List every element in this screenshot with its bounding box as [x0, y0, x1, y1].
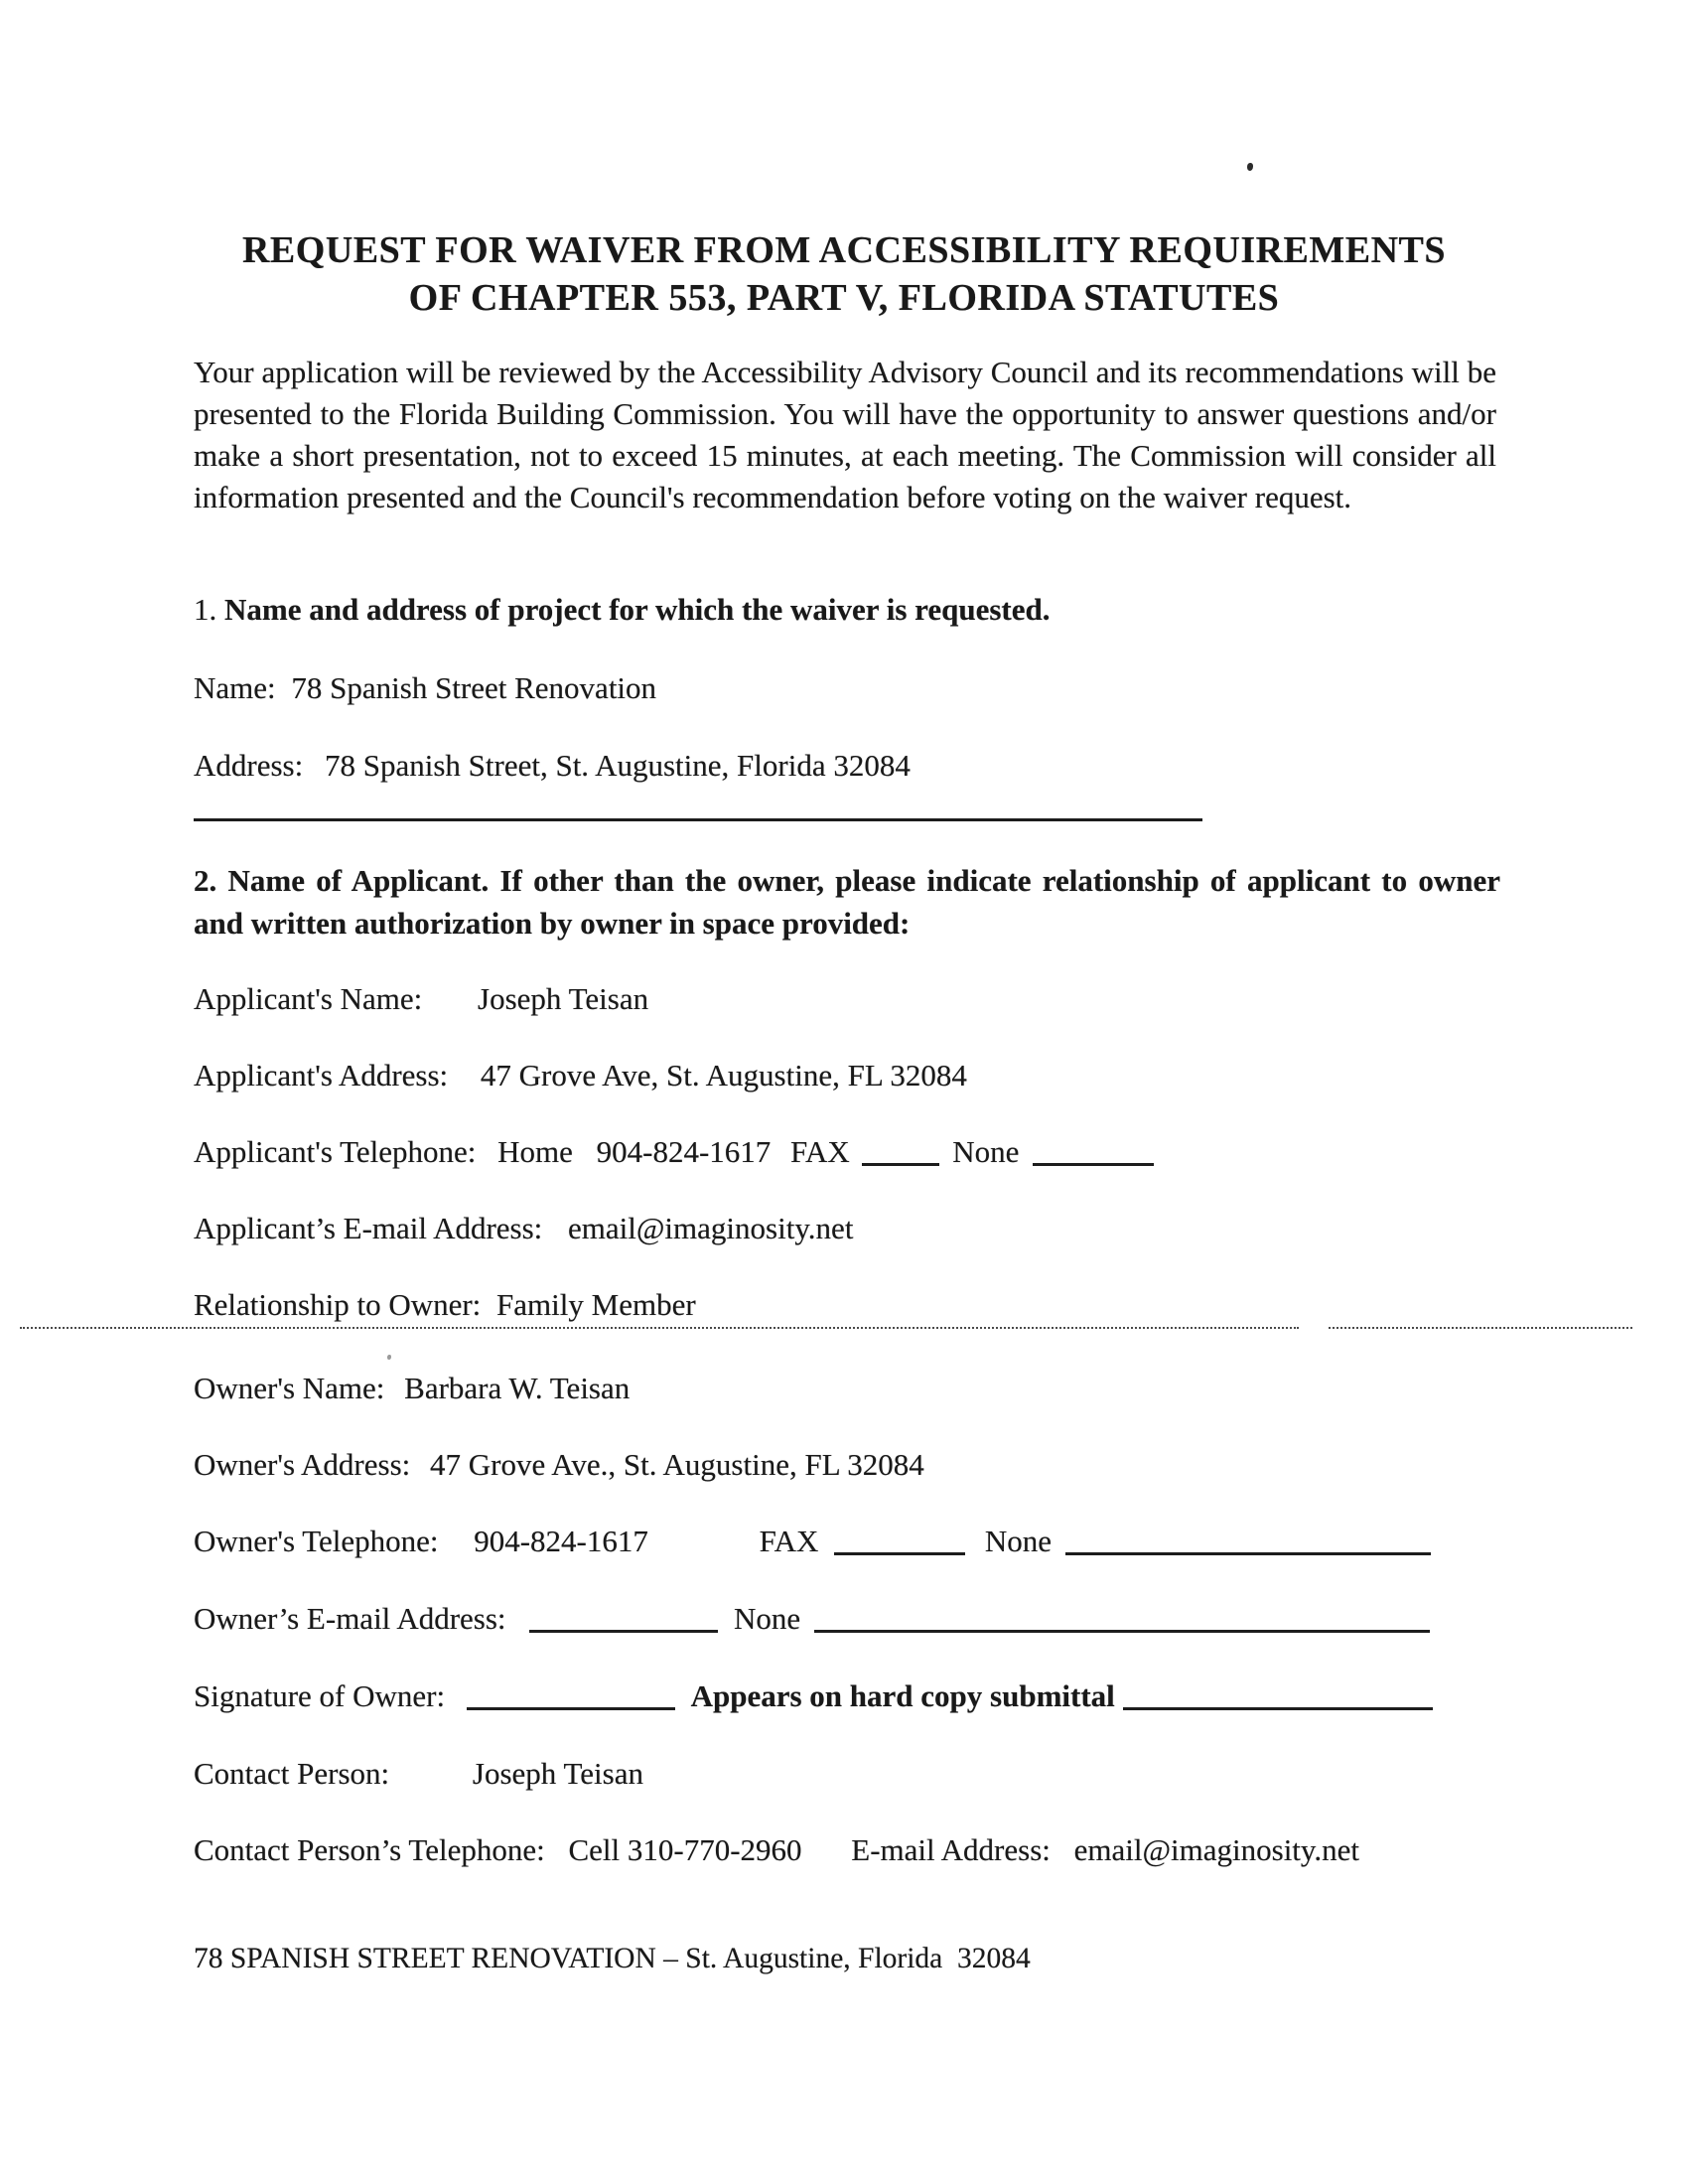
applicant-name-row — [194, 981, 648, 1017]
contact-person-value: Joseph Teisan — [472, 1756, 643, 1791]
project-name-label: Name: — [194, 670, 276, 705]
owner-name-label: Owner's Name: — [194, 1371, 385, 1405]
owner-telephone-row — [194, 1524, 1431, 1559]
project-address-row — [194, 748, 911, 784]
intro-paragraph: Your application will be reviewed by the Accessibility Advisory Council and its recommendations will be presented to the Florida Building Commission. You will have the opportunity to answer questions and/or make a short presentation, not to exceed 15 minutes, at each meeting. The Commission will consider all information presented and the Council's recommendation before voting on the waiver request. — [194, 355, 1496, 514]
contact-telephone-value: Cell 310-770-2960 — [568, 1832, 802, 1867]
project-name-row — [194, 670, 656, 706]
blank-line — [529, 1606, 718, 1633]
applicant-fax-value: None — [952, 1134, 1020, 1169]
blank-line — [814, 1606, 1430, 1633]
applicant-name-label: Applicant's Name: — [194, 981, 423, 1016]
owner-address-value: 47 Grove Ave., St. Augustine, FL 32084 — [430, 1447, 924, 1482]
applicant-telephone-label: Applicant's Telephone: — [194, 1134, 477, 1169]
blank-line — [834, 1529, 965, 1555]
blank-line — [862, 1139, 939, 1166]
applicant-name-value: Joseph Teisan — [478, 981, 649, 1016]
relationship-row — [194, 1287, 696, 1323]
owner-telephone-label: Owner's Telephone: — [194, 1524, 439, 1558]
dotted-scan-line — [1329, 1327, 1632, 1329]
contact-person-label: Contact Person: — [194, 1756, 390, 1791]
applicant-address-value: 47 Grove Ave, St. Augustine, FL 32084 — [480, 1058, 967, 1092]
owner-email-value: None — [734, 1601, 801, 1636]
section1-heading-text: Name and address of project for which the waiver is requested. — [224, 592, 1051, 627]
owner-email-label: Owner’s E-mail Address: — [194, 1601, 506, 1636]
relationship-value: Family Member — [496, 1287, 696, 1322]
signature-row — [194, 1678, 1433, 1714]
applicant-phone-number: 904-824-1617 — [596, 1134, 772, 1169]
contact-email-label: E-mail Address: — [851, 1832, 1051, 1867]
applicant-phone-type: Home — [497, 1134, 573, 1169]
applicant-email-label: Applicant’s E-mail Address: — [194, 1211, 543, 1245]
blank-line — [467, 1683, 675, 1710]
section1-number: 1. — [194, 592, 217, 627]
blank-line — [1065, 1529, 1431, 1555]
document-title-line2: OF CHAPTER 553, PART V, FLORIDA STATUTES — [408, 277, 1280, 319]
horizontal-rule — [194, 818, 1202, 821]
applicant-address-label: Applicant's Address: — [194, 1058, 449, 1092]
contact-person-row — [194, 1756, 643, 1792]
signature-value: Appears on hard copy submittal — [690, 1678, 1115, 1713]
project-address-label: Address: — [194, 748, 304, 783]
owner-address-row — [194, 1447, 924, 1483]
owner-email-row — [194, 1601, 1430, 1637]
contact-email-value: email@imaginosity.net — [1073, 1832, 1360, 1867]
contact-telephone-label: Contact Person’s Telephone: — [194, 1832, 545, 1867]
owner-name-row — [194, 1371, 630, 1406]
document-title-line1: REQUEST FOR WAIVER FROM ACCESSIBILITY REQUIREMENTS — [241, 229, 1447, 271]
owner-phone-number: 904-824-1617 — [474, 1524, 648, 1558]
owner-fax-value: None — [984, 1524, 1053, 1558]
section1-heading — [194, 592, 1051, 628]
blank-line — [1123, 1683, 1433, 1710]
project-address-value: 78 Spanish Street, St. Augustine, Florida 32084 — [324, 748, 911, 783]
owner-name-value: Barbara W. Teisan — [404, 1371, 631, 1405]
relationship-label: Relationship to Owner: — [194, 1287, 482, 1322]
signature-label: Signature of Owner: — [194, 1678, 446, 1713]
scan-artifact-dot — [1247, 163, 1253, 171]
contact-telephone-row — [194, 1832, 1359, 1868]
dotted-scan-line — [20, 1327, 1299, 1329]
applicant-email-row — [194, 1211, 853, 1246]
blank-line — [1033, 1139, 1154, 1166]
page-footer: 78 SPANISH STREET RENOVATION – St. Augustine, Florida 32084 — [194, 1943, 1031, 1974]
project-name-value: 78 Spanish Street Renovation — [291, 670, 657, 705]
owner-address-label: Owner's Address: — [194, 1447, 411, 1482]
applicant-telephone-row — [194, 1134, 1154, 1170]
applicant-fax-label: FAX — [790, 1134, 850, 1169]
applicant-email-value: email@imaginosity.net — [568, 1211, 854, 1245]
owner-fax-label: FAX — [759, 1524, 819, 1558]
section2-heading: 2. Name of Applicant. If other than the owner, please indicate relationship of applicant to owner and written authorization by owner in space provided: — [194, 863, 1500, 941]
scan-artifact-dot — [387, 1355, 391, 1360]
applicant-address-row — [194, 1058, 967, 1093]
